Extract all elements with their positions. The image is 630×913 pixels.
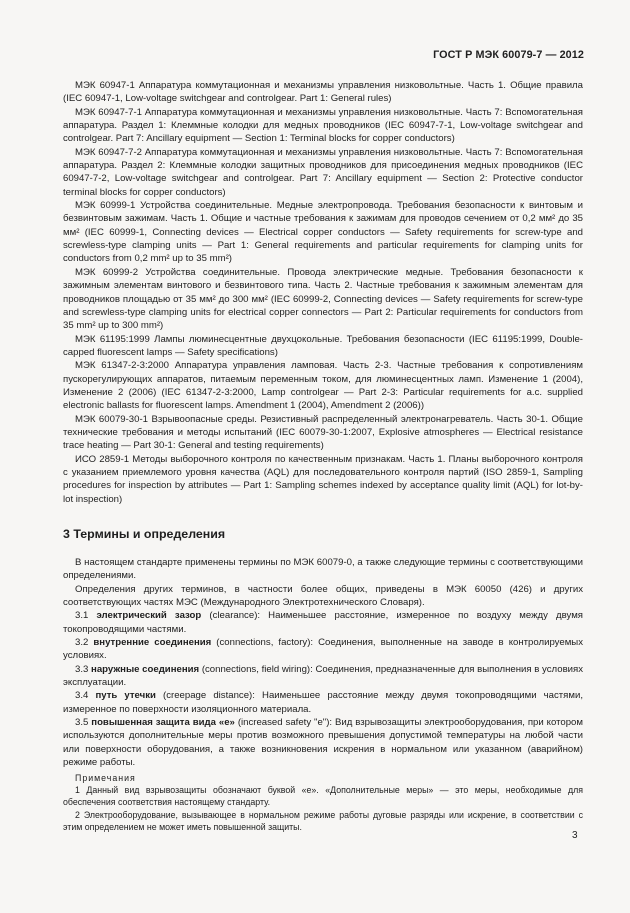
term-definition xyxy=(63,636,583,663)
term-definition xyxy=(63,716,583,769)
term-number: 3.2 xyxy=(75,637,89,649)
term-name: внутренние соединения xyxy=(93,637,212,649)
term-name: наружные соединения xyxy=(91,663,200,675)
term-text: (connections, factory): Соединения, выполненные на заводе в контролируемых условиях. xyxy=(63,637,583,662)
term-number: 3.4 xyxy=(75,690,89,702)
term-definition xyxy=(63,663,583,690)
term-text: (increased safety "e"): Вид взрывозащиты электрооборудования, при котором используются дополнительные меры против возможного превышения допустимой температуры на любой части или поверхности оборудования, а также возникновения искрения в нормальном или указанном (аварийном) режиме работы. xyxy=(63,717,583,769)
reference-entry: МЭК 60947-7-1 Аппаратура коммутационная и механизмы управления низковольтные. Часть 7: Вспомогательная аппаратура. Раздел 1: Клеммные колодки для медных проводников (IEC 60947-7-1, Low-voltage switchgear and controlgear. Part 7: Ancillary equipment — Section 1: Terminal blocks for copper conductors) xyxy=(63,106,583,145)
intro-paragraph: Определения других терминов, в частности более общих, приведены в МЭК 60050 (426) и других соответствующих частях МЭС (Международного Электротехнического Словаря). xyxy=(63,583,583,609)
note-item: 1 Данный вид взрывозащиты обозначают буквой «е». «Дополнительные меры» — это меры, необходимые для обеспечения соответствия настоящему стандарту. xyxy=(63,785,583,808)
term-number: 3.3 xyxy=(75,663,89,675)
page-number: 3 xyxy=(572,830,578,841)
reference-entry: МЭК 60947-1 Аппаратура коммутационная и механизмы управления низковольтные. Часть 1. Общие правила (IEC 60947-1, Low-voltage switchgear and controlgear. Part 1: General rules) xyxy=(63,80,583,105)
page-body xyxy=(63,79,583,834)
term-number: 3.5 xyxy=(75,717,89,729)
term-text: (clearance): Наименьшее расстояние, измеренное по воздуху между двумя токопроводящими частями. xyxy=(63,610,584,635)
standard-header: ГОСТ Р МЭК 60079-7 — 2012 xyxy=(433,49,584,61)
reference-entry: МЭК 60999-1 Устройства соединительные. Медные электропровода. Требования безопасности к винтовым и безвинтовым зажимам. Часть 1. Общие и частные требования к зажимам для проводов сечением от 0,2 мм² до 35 мм² (IEC 60999-1, Connecting devices — Electrical copper conductors — Safety requirements for screw-type and screwless-type clamping units — Part 1: General requirements and particular requirements for clamping units for conductors from 0,2 mm² up to 35 mm²) xyxy=(63,200,583,265)
term-definition xyxy=(63,689,583,716)
reference-entry: МЭК 60947-7-2 Аппаратура коммутационная и механизмы управления низковольтные. Часть 7: Вспомогательная аппаратура. Раздел 2: Клеммные колодки защитных проводников для присоединения медных проводников (IEC 60947-7-2, Low-voltage switchgear and controlgear. Part 7: Ancillary equipment — Section 2: Protective conductor terminal blocks for copper conductors) xyxy=(63,146,583,198)
notes-title: Примечания xyxy=(75,772,136,783)
term-name: путь утечки xyxy=(95,690,156,702)
term-name: электрический зазор xyxy=(96,610,202,622)
reference-entry: МЭК 60079-30-1 Взрывоопасные среды. Резистивный распределенный электронагреватель. Часть 30-1. Общие технические требования и методы испытаний (IEC 60079-30-1:2007, Explosive atmospheres — Electrical resistance trace heating — Part 30-1: General and testing requirements) xyxy=(63,413,583,452)
reference-entry: ИСО 2859-1 Методы выборочного контроля по качественным признакам. Часть 1. Планы выборочного контроля с указанием приемлемого уровня качества (AQL) для последовательного контроля партий (ISO 2859-1, Sampling procedures for inspection by attributes — Part 1: Sampling schemes indexed by acceptance quality limit (AQL) for lot-by-lot inspection) xyxy=(63,453,583,505)
reference-entry: МЭК 61195:1999 Лампы люминесцентные двухцокольные. Требования безопасности (IEC 61195:1999, Double-capped fluorescent lamps — Safety specifications) xyxy=(63,333,583,358)
section-heading: 3 Термины и определения xyxy=(63,527,226,541)
term-number: 3.1 xyxy=(75,610,89,622)
reference-entry: МЭК 60999-2 Устройства соединительные. Провода электрические медные. Требования безопасности к зажимным элементам винтового и безвинтового типа. Часть 2. Частные требования к зажимным элементам для проводников площадью от 35 мм² до 300 мм² (IEC 60999-2, Connecting devices — Safety requirements for screw-type and screwless-type clamping units for electrical copper connectors — Part 2: Particular requirements for conductors from 35 mm² up to 300 mm²) xyxy=(63,266,583,332)
intro-paragraph: В настоящем стандарте применены термины по МЭК 60079-0, а также следующие термины с соответствующими определениями. xyxy=(63,557,583,582)
term-definition xyxy=(63,609,583,636)
reference-entry: МЭК 61347-2-3:2000 Аппаратура управления ламповая. Часть 2-3. Частные требования к сопротивлениям пускорегулирующих аппаратов, питаемым переменным током, для люминесцентных ламп. Изменение 1 (2004), Изменение 2 (2006) (IEC 61347-2-3:2000, Lamp controlgear — Part 2-3: Particular requirements for a.c. supplied electronic ballasts for fluorescent lamps. Amendment 1 (2004), Amendment 2 (2006)) xyxy=(63,360,583,412)
term-name: повышенная защита вида «е» xyxy=(91,717,235,729)
note-item: 2 Электрооборудование, вызывающее в нормальном режиме работы дуговые разряды или искрение, в соответствии с этим определением не может иметь повышенной защиты. xyxy=(63,809,583,833)
term-text: (creepage distance): Наименьшее расстояние между двумя токопроводящими частями, измеренное по поверхности изоляционного материала. xyxy=(63,690,584,715)
term-text: (connections, field wiring): Соединения, предназначенные для выполнения в условиях эксплуатации. xyxy=(63,663,584,689)
